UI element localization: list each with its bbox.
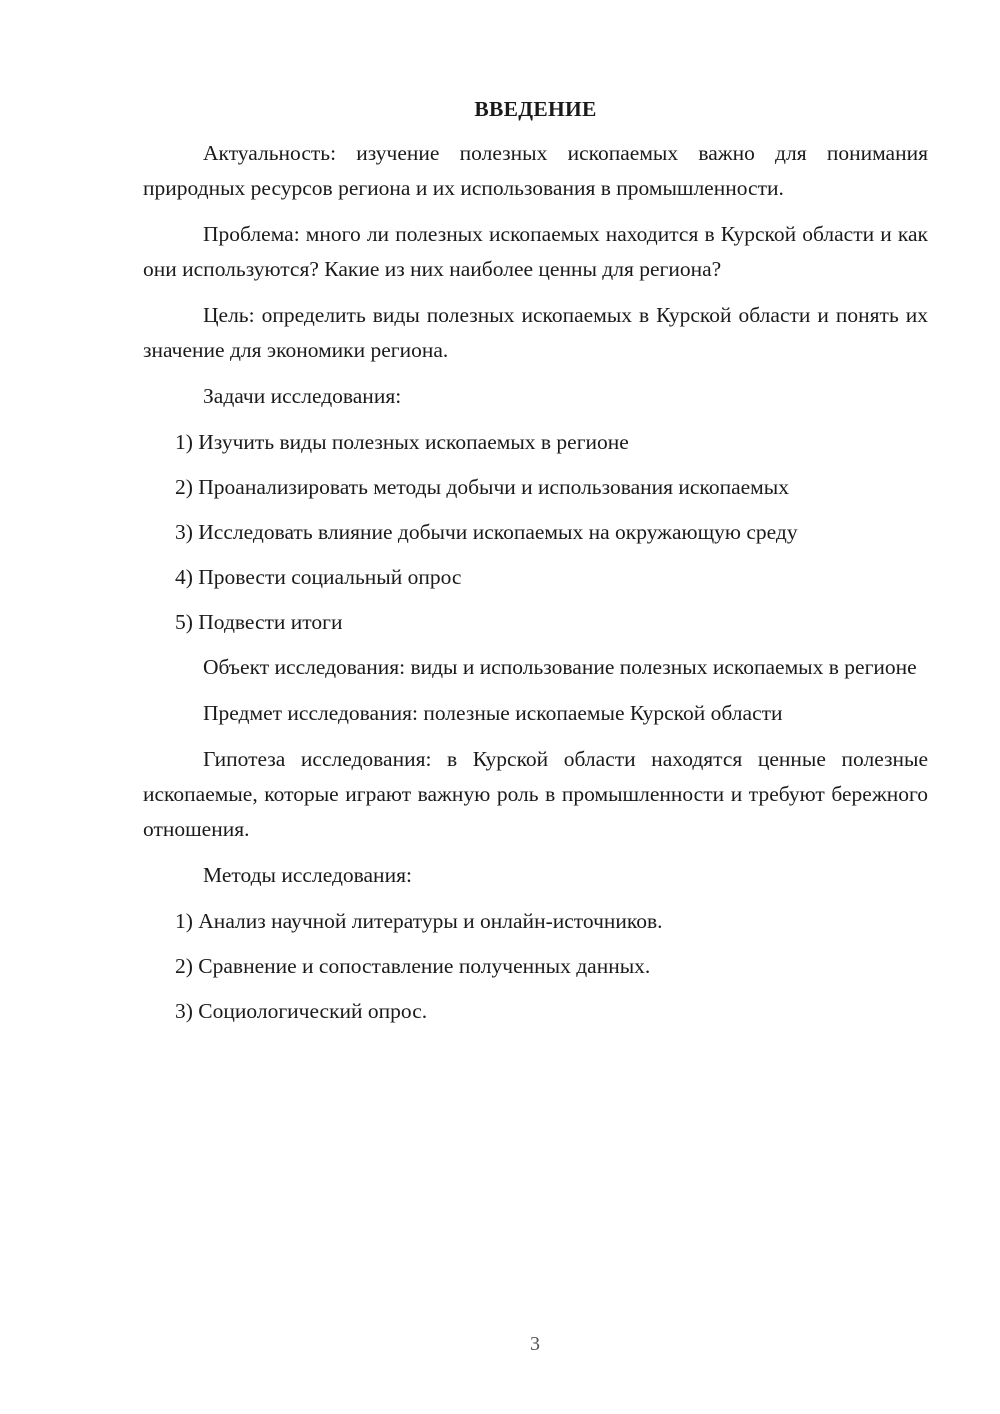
methods-heading: Методы исследования:: [203, 863, 412, 887]
object-paragraph: Объект исследования: виды и использование полезных ископаемых в регионе: [203, 655, 917, 679]
relevance-paragraph: Актуальность: изучение полезных ископаемых важно для понимания природных ресурсов региона и их использования в промышленности.: [143, 141, 928, 200]
problem-paragraph: Проблема: много ли полезных ископаемых находится в Курской области и как они используются? Какие из них наиболее ценны для региона?: [143, 222, 928, 281]
document-page: [143, 92, 928, 1039]
hypothesis-paragraph: Гипотеза исследования: в Курской области находятся ценные полезные ископаемые, которые играют важную роль в промышленности и требуют бережного отношения.: [143, 747, 928, 841]
page-number: 3: [530, 1333, 540, 1355]
method-item-3: 3) Социологический опрос.: [175, 999, 428, 1023]
tasks-heading: Задачи исследования:: [203, 384, 402, 408]
task-item-1: 1) Изучить виды полезных ископаемых в регионе: [175, 430, 629, 454]
section-title: ВВЕДЕНИЕ: [474, 97, 597, 121]
task-item-2: 2) Проанализировать методы добычи и использования ископаемых: [175, 475, 789, 499]
task-item-3: 3) Исследовать влияние добычи ископаемых на окружающую среду: [175, 520, 798, 544]
subject-paragraph: Предмет исследования: полезные ископаемые Курской области: [203, 701, 783, 725]
method-item-2: 2) Сравнение и сопоставление полученных данных.: [175, 954, 651, 978]
method-item-1: 1) Анализ научной литературы и онлайн-источников.: [175, 909, 663, 933]
goal-paragraph: Цель: определить виды полезных ископаемых в Курской области и понять их значение для экономики региона.: [143, 303, 928, 362]
task-item-5: 5) Подвести итоги: [175, 610, 343, 634]
task-item-4: 4) Провести социальный опрос: [175, 565, 462, 589]
